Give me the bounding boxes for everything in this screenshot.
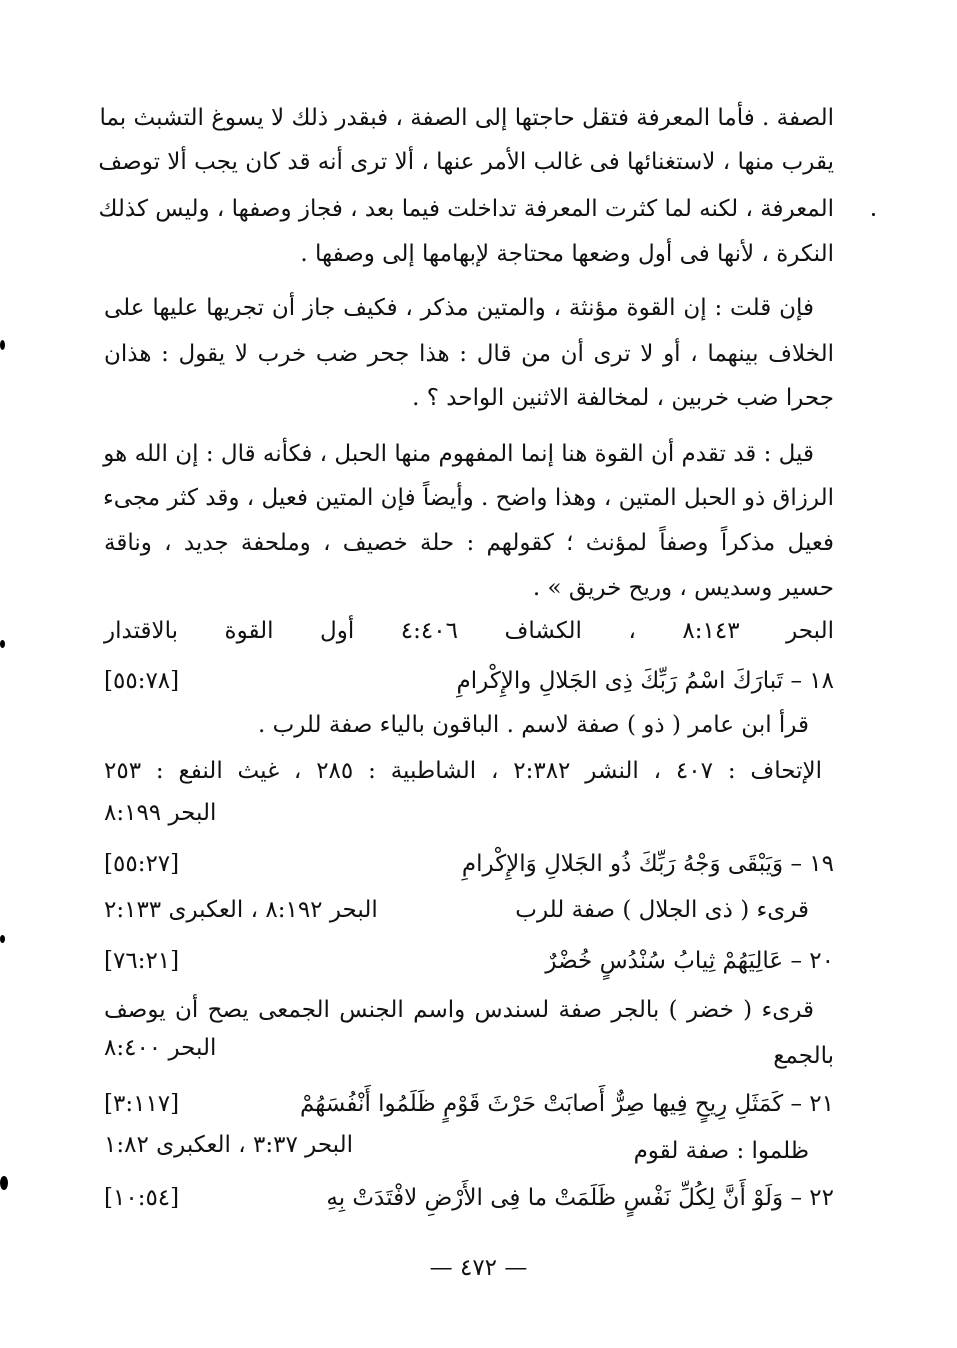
verse-19-ref: [٥٥:٢٧] (104, 851, 180, 877)
verse-note: قرىء ( ذى الجلال ) صفة للرب (515, 897, 809, 923)
verse-18-ref: [٥٥:٧٨] (104, 668, 180, 694)
verse-22-ref: [١٠:٥٤] (104, 1185, 180, 1211)
reference-line: البحر ٨:١٤٣ ، الكشاف ٤:٤٠٦ أول القوة بالاقتدار (104, 618, 834, 644)
text-line: الرزاق ذو الحبل المتين ، وهذا واضح . وأيضاً فإن المتين فعيل ، وقد كثر مجىء (102, 485, 834, 511)
verse-note: قرأ ابن عامر ( ذو ) صفة لاسم . الباقون بالياء صفة للرب . (257, 712, 809, 738)
sources-line: البحر ٨:١٩٢ ، العكبرى ٢:١٣٣ (104, 897, 378, 923)
verse-21: ٢١ – كَمَثَلِ رِيحٍ فِيها صِرٌّ أَصابَتْ حَرْثَ قَوْمٍ ظَلَمُوا أَنْفُسَهُمْ (300, 1091, 834, 1117)
verse-note: قرىء ( خضر ) بالجر صفة لسندس واسم الجنس الجمعى يصح أن يوصف (104, 997, 814, 1023)
scan-mark (0, 1176, 8, 1190)
verse-18: ١٨ – تَبارَكَ اسْمُ رَبِّكَ ذِى الجَلالِ والإِكْرامِ (456, 668, 834, 694)
text-line: حسير وسديس ، وريح خريق » . (532, 575, 834, 601)
verse-20-ref: [٧٦:٢١] (104, 948, 180, 974)
sources-line: البحر ٨:٤٠٠ (104, 1035, 217, 1061)
text-line: الخلاف بينهما ، أو لا ترى أن من قال : هذا جحر ضب خرب لا يقول : هذان (104, 341, 834, 367)
verse-20: ٢٠ – عَالِيَهُمْ ثِيابُ سُنْدُسٍ خُضْرٌ (545, 948, 834, 974)
sources-line: البحر ٣:٣٧ ، العكبرى ١:٨٢ (104, 1132, 353, 1158)
text-line: المعرفة ، لكنه لما كثرت المعرفة تداخلت فيما بعد ، فجاز وصفها ، وليس كذلك (98, 196, 834, 222)
verse-19: ١٩ – وَيَبْقَى وَجْهُ رَبِّكَ ذُو الجَلالِ وَالإِكْرامِ (461, 851, 834, 877)
verse-21-ref: [٣:١١٧] (104, 1091, 180, 1117)
scan-mark (0, 340, 5, 350)
scan-mark (0, 935, 5, 943)
verse-22: ٢٢ – وَلَوْ أَنَّ لِكُلِّ نَفْسٍ ظَلَمَتْ ما فِى الأَرْضِ لافْتَدَتْ بِهِ (326, 1185, 834, 1211)
text-line: الصفة . فأما المعرفة فتقل حاجتها إلى الصفة ، فبقدر ذلك لا يسوغ التشبث بما (99, 105, 834, 131)
verse-note: بالجمع (773, 1043, 834, 1069)
text-line: النكرة ، لأنها فى أول وضعها محتاجة لإبهامها إلى وصفها . (300, 241, 834, 267)
page-number: — ٤٧٢ — (429, 1255, 528, 1281)
scan-mark (872, 213, 875, 216)
sources-line: البحر ٨:١٩٩ (104, 800, 217, 826)
text-line: جحرا ضب خربين ، لمخالفة الاثنين الواحد ؟ . (412, 385, 834, 411)
verse-note: ظلموا : صفة لقوم (633, 1138, 809, 1164)
scan-mark (0, 640, 5, 648)
text-line: قيل : قد تقدم أن القوة هنا إنما المفهوم منها الحبل ، فكأنه قال : إن الله هو (103, 441, 814, 467)
sources-line: الإتحاف : ٤٠٧ ، النشر ٢:٣٨٢ ، الشاطبية : ٢٨٥ ، غيث النفع : ٢٥٣ (104, 758, 823, 784)
text-line: فإن قلت : إن القوة مؤنثة ، والمتين مذكر ، فكيف جاز أن تجريها عليها على (104, 295, 814, 321)
text-line: يقرب منها ، لاستغنائها فى غالب الأمر عنها ، ألا ترى أنه قد كان يجب ألا توصف (98, 149, 834, 175)
text-line: فعيل مذكراً وصفاً لمؤنث ؛ كقولهم : حلة خصيف ، وملحفة جديد ، وناقة (104, 530, 834, 556)
